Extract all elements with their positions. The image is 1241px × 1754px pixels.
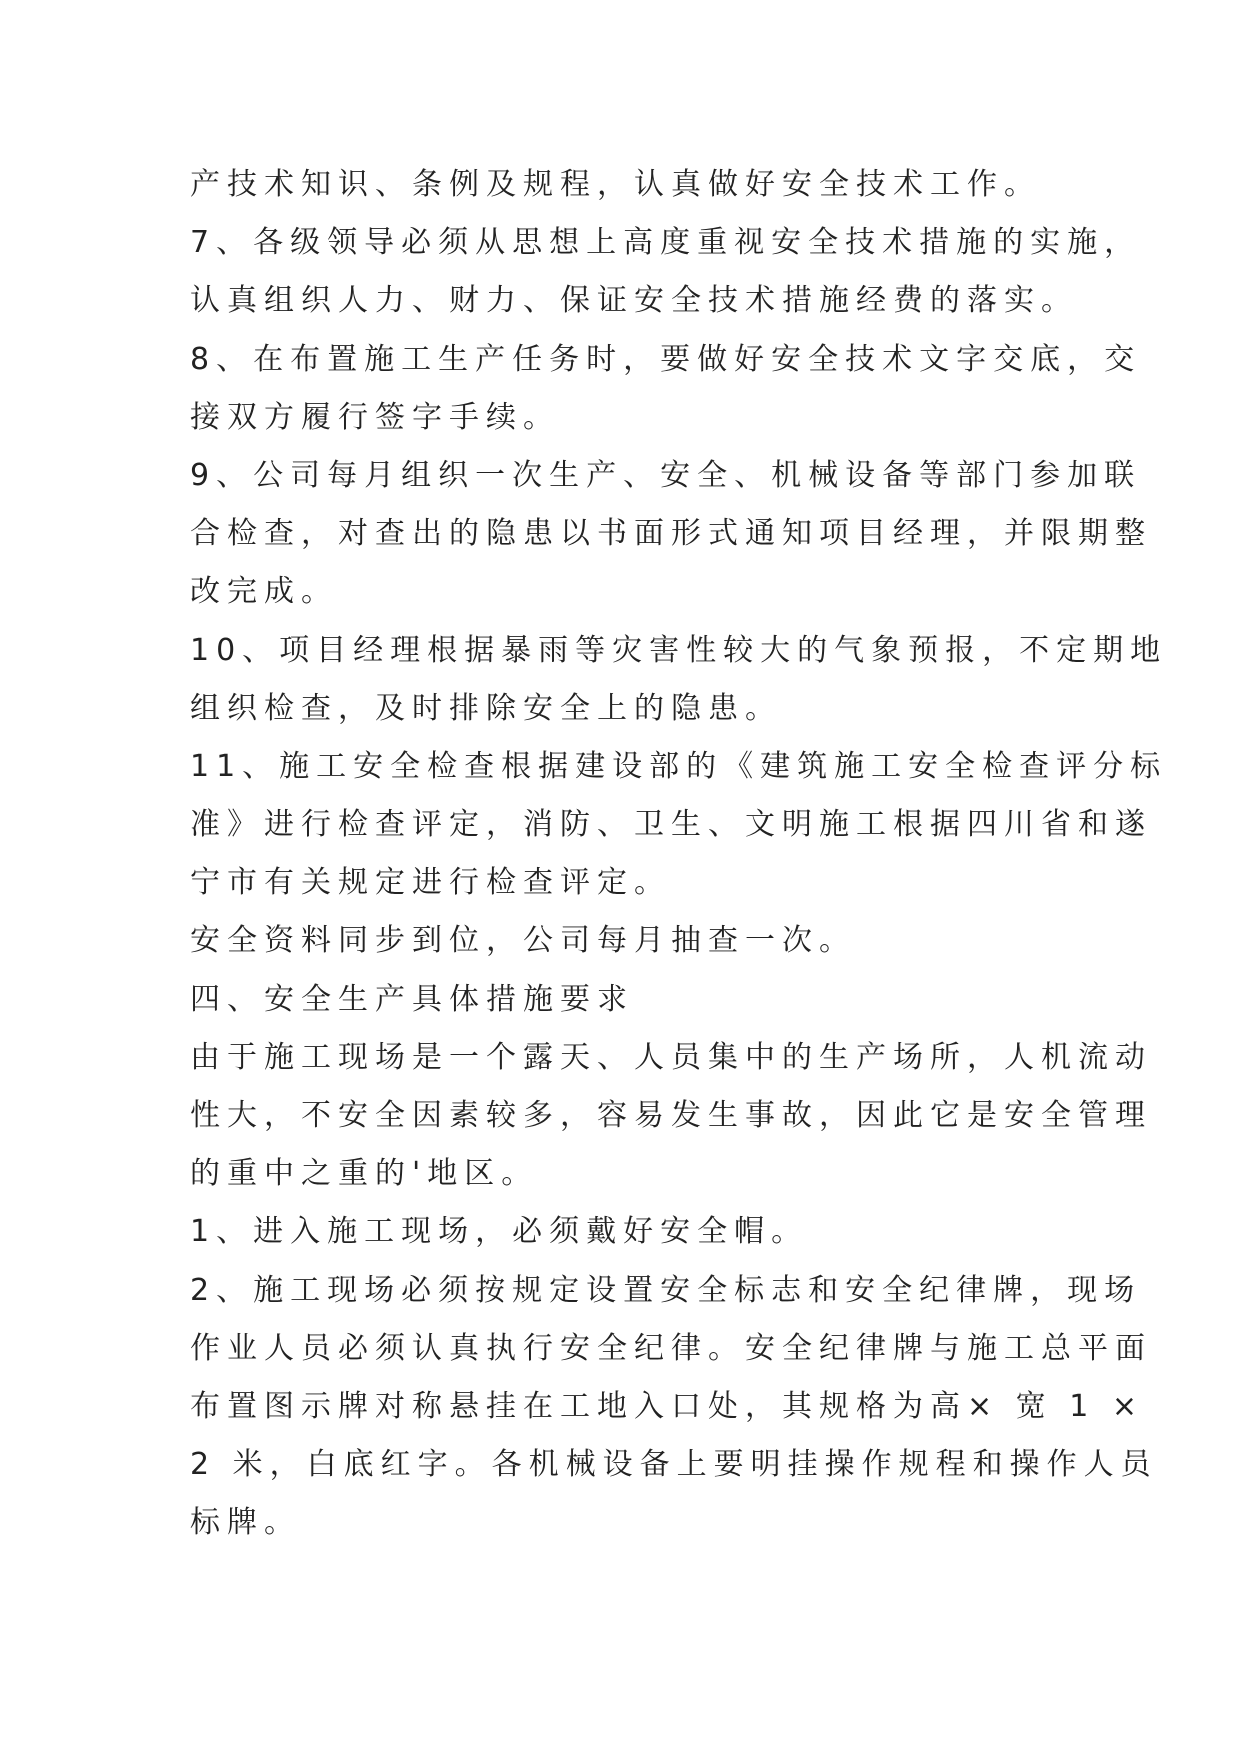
text-line: 改完成。: [190, 574, 338, 610]
text-line: 准》进行检查评定，消防、卫生、文明施工根据四川省和遂: [190, 807, 1152, 843]
text-line: 11、施工安全检查根据建设部的《建筑施工安全检查评分标: [190, 748, 1168, 784]
text-line: 2、施工现场必须按规定设置安全标志和安全纪律牌，现场: [190, 1272, 1142, 1308]
text-line: 组织检查，及时排除安全上的隐患。: [190, 690, 782, 726]
text-line: 认真组织人力、财力、保证安全技术措施经费的落实。: [190, 283, 1078, 319]
text-line: 宁市有关规定进行检查评定。: [190, 865, 671, 901]
text-line: 合检查，对查出的隐患以书面形式通知项目经理，并限期整: [190, 516, 1152, 552]
document-body: [190, 156, 1168, 1553]
text-line: 安全资料同步到位，公司每月抽查一次。: [190, 923, 856, 959]
text-line: 布置图示牌对称悬挂在工地入口处，其规格为高× 宽 1 ×: [190, 1388, 1144, 1424]
text-line: 作业人员必须认真执行安全纪律。安全纪律牌与施工总平面: [190, 1330, 1152, 1366]
text-line: 标牌。: [190, 1505, 301, 1541]
text-line: 接双方履行签字手续。: [190, 399, 560, 435]
text-line: 的重中之重的'地区。: [190, 1156, 539, 1192]
text-line: 产技术知识、条例及规程，认真做好安全技术工作。: [190, 167, 1041, 202]
text-line: 1、进入施工现场，必须戴好安全帽。: [190, 1214, 809, 1250]
text-line: 8、在布置施工生产任务时，要做好安全技术文字交底，交: [190, 341, 1142, 377]
text-line: 10、项目经理根据暴雨等灾害性较大的气象预报，不定期地: [190, 632, 1168, 668]
text-line: 2 米，白底红字。各机械设备上要明挂操作规程和操作人员: [190, 1447, 1158, 1483]
text-line: 7、各级领导必须从思想上高度重视安全技术措施的实施，: [190, 225, 1142, 261]
text-line: 性大，不安全因素较多，容易发生事故，因此它是安全管理: [190, 1098, 1152, 1133]
text-line: 由于施工现场是一个露天、人员集中的生产场所，人机流动: [190, 1039, 1152, 1075]
text-line: 9、公司每月组织一次生产、安全、机械设备等部门参加联: [190, 457, 1142, 493]
section-heading: 四、安全生产具体措施要求: [190, 981, 634, 1017]
